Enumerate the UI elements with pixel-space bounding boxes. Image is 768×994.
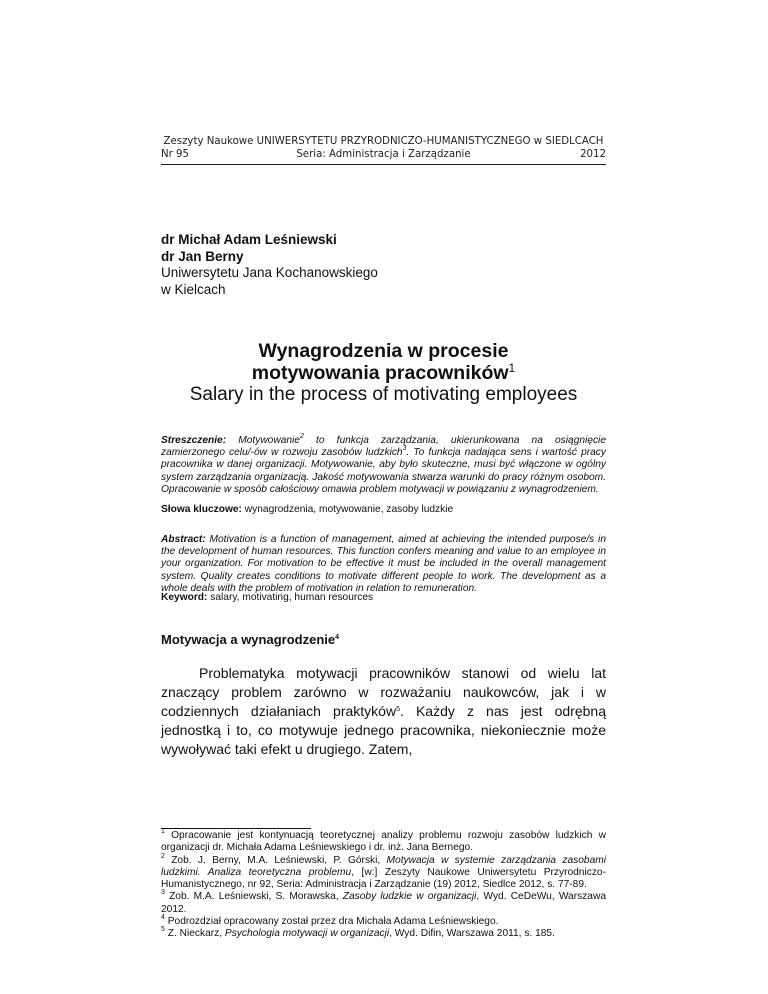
body-paragraph	[161, 664, 606, 759]
abstract-en	[161, 534, 606, 595]
affiliation: Uniwersytetu Jana Kochanowskiego	[161, 265, 378, 280]
abstract-label: Abstract:	[161, 534, 206, 545]
author-name: dr Michał Adam Leśniewski	[161, 232, 337, 247]
keywords-label: Keyword:	[161, 592, 208, 603]
article-title	[161, 340, 606, 406]
footnote: $^4$ Podrozdział opracowany został przez dra Michała Adama Leśniewskiego.	[161, 914, 499, 928]
section-title: Motywacja a wynagrodzenie	[161, 632, 336, 647]
abstract-text: Motivation is a function of management, aimed at achieving the intended purpose/s in the development of human resources. This function confers meaning and value to an employee in your organization. For motivation to be effective it must be included in the overall management system. Quality creates conditions to motivate different people to work. The development as a whole deals with the problem of motivation in relation to remuneration.	[161, 534, 606, 594]
header-rule	[161, 164, 606, 165]
series-name: Seria: Administracja i Zarządzanie	[296, 149, 471, 160]
footnote: $^5$ Z. Nieckarz, Psychologia motywacji w organizacji, Wyd. Difin, Warszawa 2011, s. 185.	[161, 926, 555, 940]
abstract-text: . To funkcja nadająca sens i wartość pracy pracownika w danej organizacji. Motywowanie, aby było skuteczne, musi być włączone w ogólny system zarządzania organizacją. Jakość motywowania stwarza warunki do pracy różnym osobom. Opracowanie w sposób całościowy omawia problem motywacji w powiązaniu z wynagrodzeniem.	[161, 447, 606, 495]
abstract-text: Motywowanie	[226, 435, 300, 446]
footnotes	[161, 830, 606, 941]
footnote-ref: 1	[508, 361, 516, 375]
keywords-text: salary, motivating, human resources	[207, 592, 374, 603]
keywords-pl	[161, 504, 606, 516]
running-header	[161, 136, 606, 165]
abstract-pl	[161, 435, 606, 496]
abstract-label: Streszczenie:	[161, 435, 227, 446]
author-block	[161, 232, 378, 298]
footnote-ref: 2	[299, 433, 304, 440]
footnote-ref: 5	[396, 706, 400, 713]
section-heading	[161, 632, 339, 647]
body-text: . Każdy z nas jest odrębną jednostką i to, co motywuje jednego pracownika, niekoniecznie może wywoływać taki efekt u drugiego. Zatem,	[161, 703, 606, 757]
footnote: $^3$ Zob. M.A. Leśniewski, S. Morawska, Zasoby ludzkie w organizacji, Wyd. CeDeWu, Warszawa 2012.	[161, 889, 606, 915]
journal-name: Zeszyty Naukowe UNIWERSYTETU PRZYRODNICZO-HUMANISTYCZNEGO w SIEDLCACH	[163, 136, 604, 147]
footnote: $^1$ Opracowanie jest kontynuacją teoretycznej analizy problemu rozwoju zasobów ludzkich w organizacji dr. Michała Adama Leśniewskiego i dr. inż. Jana Bernego.	[161, 828, 606, 854]
footnote-rule	[161, 828, 311, 829]
english-title: Salary in the process of motivating employees	[189, 384, 578, 405]
footnote-ref: 3	[402, 445, 407, 453]
keywords-label: Słowa kluczowe:	[161, 504, 242, 515]
title-line-2: motywowania pracowników	[251, 362, 509, 384]
body-text: Problematyka motywacji pracowników stanowi od wielu lat znaczący problem zarówno w rozważaniu naukowców, jak i w codziennych działaniach praktyków	[161, 665, 606, 719]
author-name: dr Jan Berny	[161, 248, 244, 264]
footnote: $^2$ Zob. J. Berny, M.A. Leśniewski, P. Górski, Motywacja w systemie zarządzania zasobami ludzkimi. Analiza teoretyczna problemu, [w:] Zeszyty Naukowe Uniwersytetu Przyrodniczo-Humanistycznego, nr 92, Seria: Administracja i Zarządzanie (19) 2012, Siedlce 2012, s. 77-89.	[161, 852, 606, 891]
year: 2012	[580, 149, 606, 160]
abstract-text: to funkcja zarządzania, ukierunkowana na osiągnięcie zamierzonego celu/-ów w rozwoju zasobów ludzkich	[161, 435, 606, 459]
keywords-text: wynagrodzenia, motywowanie, zasoby ludzkie	[241, 504, 454, 515]
issue-number: Nr 95	[161, 149, 190, 160]
title-line-1: Wynagrodzenia w procesie	[258, 340, 509, 362]
footnote-ref: 4	[335, 634, 340, 641]
keywords-en	[161, 592, 606, 604]
affiliation-city: w Kielcach	[161, 281, 226, 297]
